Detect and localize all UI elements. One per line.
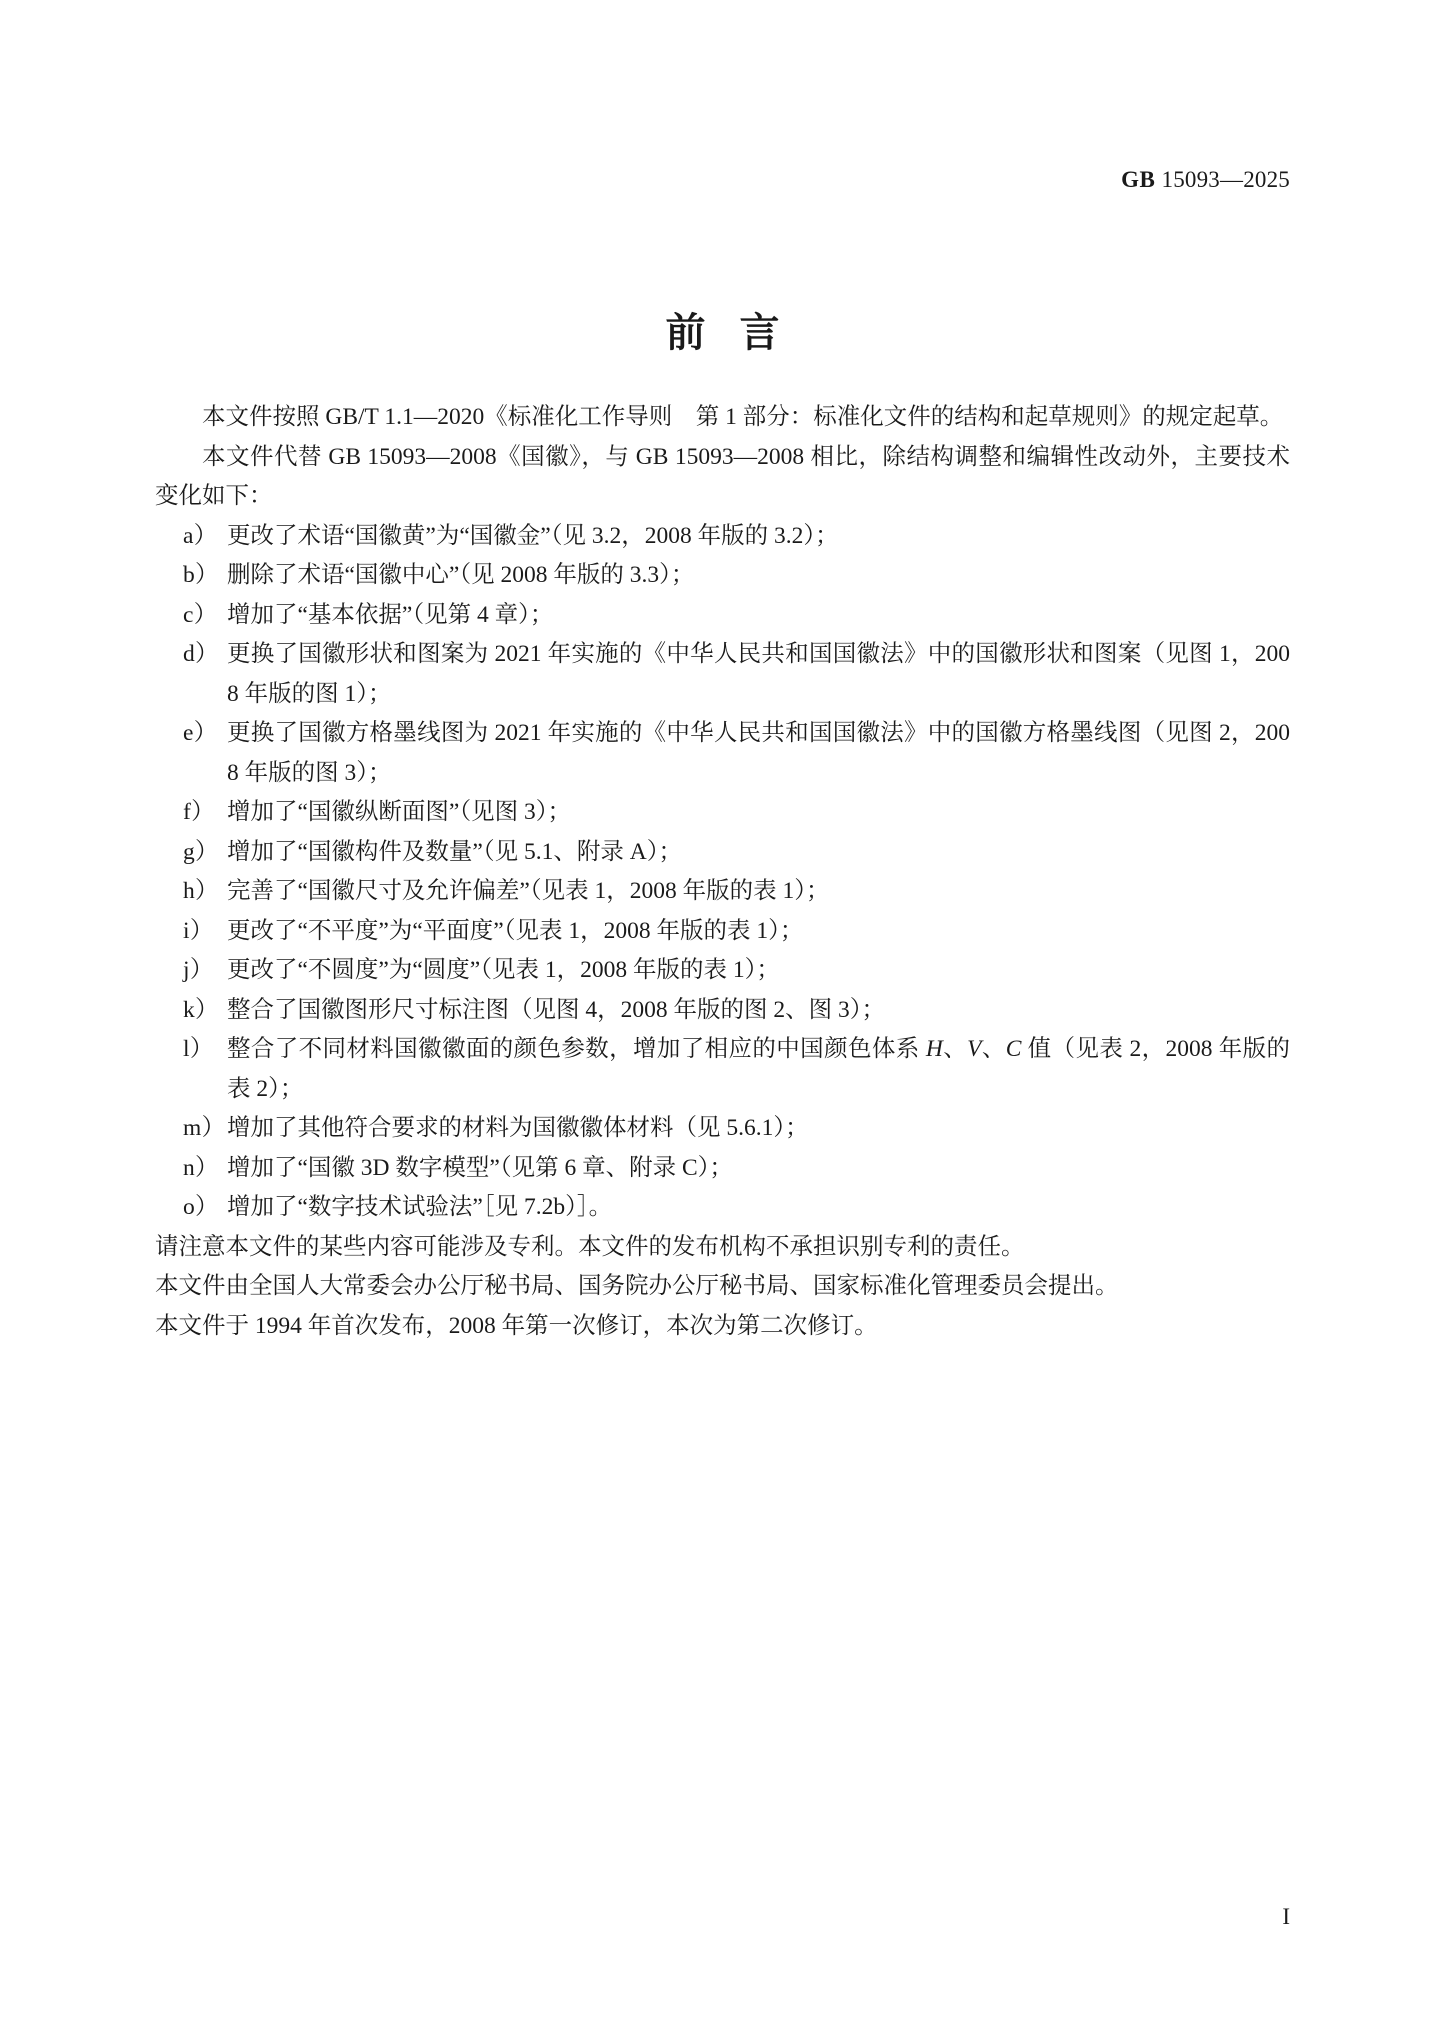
list-item-text: [227, 1030, 1290, 1109]
list-item-text: 更改了“不圆度”为“圆度”（见表 1，2008 年版的表 1）；: [227, 957, 780, 983]
list-item: [155, 714, 1290, 793]
list-marker: l）: [183, 1036, 214, 1062]
list-marker: c）: [183, 601, 218, 628]
list-item-text: 增加了其他符合要求的材料为国徽徽体材料（见 5.6.1）；: [227, 1115, 809, 1141]
list-marker: b）: [183, 562, 219, 588]
page-number: I: [1282, 1904, 1290, 1929]
list-item: [155, 635, 1290, 714]
list-item: [155, 951, 1290, 991]
color-param-c: C: [1005, 1036, 1022, 1062]
list-item-text: 更换了国徽方格墨线图为 2021 年实施的《中华人民共和国国徽法》中的国徽方格墨线图（见图 2，2008 年版的图 3）；: [227, 720, 1290, 786]
text-segment: 整合了不同材料国徽徽面的颜色参数，增加了相应的中国颜色体系: [227, 1036, 926, 1062]
paragraph-replaces: 本文件代替 GB 15093—2008《国徽》，与 GB 15093—2008 相比，除结构调整和编辑性改动外，主要技术变化如下：: [155, 443, 1290, 509]
running-header: [155, 168, 1290, 191]
list-item: [155, 1030, 1290, 1109]
list-item-text: 更改了“不平度”为“平面度”（见表 1，2008 年版的表 1）；: [227, 917, 804, 944]
list-item-text: 增加了“基本依据”（见第 4 章）；: [227, 601, 554, 628]
list-item-text: 整合了国徽图形尺寸标注图（见图 4，2008 年版的图 2、图 3）；: [227, 996, 885, 1023]
list-item: [155, 1188, 1290, 1228]
separator: 、: [981, 1036, 1006, 1062]
list-marker: g）: [183, 838, 219, 865]
list-marker: o）: [183, 1194, 219, 1220]
list-item-text: 更改了术语“国徽黄”为“国徽金”（见 3.2，2008 年版的 3.2）；: [227, 522, 839, 549]
list-item-text: 增加了“国徽纵断面图”（见图 3）；: [227, 799, 571, 825]
list-marker: n）: [183, 1154, 219, 1181]
list-marker: d）: [183, 641, 219, 667]
page-title: 前言: [665, 310, 814, 355]
list-item-text: 删除了术语“国徽中心”（见 2008 年版的 3.3）；: [227, 562, 695, 588]
list-marker: i）: [183, 917, 214, 944]
list-item: [155, 833, 1290, 873]
list-marker: j）: [183, 957, 214, 983]
list-item: [155, 1149, 1290, 1189]
list-marker: k）: [183, 996, 219, 1023]
standard-number: 15093—2025: [1161, 167, 1290, 192]
list-item: [155, 517, 1290, 557]
paragraph-proposed-by: 本文件由全国人大常委会办公厅秘书局、国务院办公厅秘书局、国家标准化管理委员会提出。: [155, 1273, 1119, 1299]
list-item-text: 增加了“数字技术试验法”［见 7.2b）］。: [227, 1194, 613, 1220]
list-item-text: 更换了国徽形状和图案为 2021 年实施的《中华人民共和国国徽法》中的国徽形状和图案（见图 1，2008 年版的图 1）；: [227, 641, 1290, 707]
list-item: [155, 991, 1290, 1031]
color-param-h: H: [925, 1036, 943, 1062]
list-item-text: 增加了“国徽构件及数量”（见 5.1、附录 A）；: [227, 838, 682, 865]
list-item: [155, 912, 1290, 952]
paragraph-patent-notice: 请注意本文件的某些内容可能涉及专利。本文件的发布机构不承担识别专利的责任。: [155, 1233, 1025, 1260]
body-content: [155, 398, 1290, 1346]
paragraph-revision-history: 本文件于 1994 年首次发布，2008 年第一次修订，本次为第二次修订。: [155, 1312, 878, 1339]
technical-changes-list: [155, 517, 1290, 1228]
list-item: [155, 793, 1290, 833]
list-marker: a）: [183, 522, 218, 549]
list-item: [155, 556, 1290, 596]
list-item: [155, 596, 1290, 636]
text-segment: 值（见表 2，2008 年版的表 2）；: [227, 1036, 1291, 1102]
list-marker: f）: [183, 799, 215, 825]
standard-code: GB: [1121, 167, 1156, 192]
list-marker: h）: [183, 878, 219, 904]
list-item: [155, 1109, 1290, 1149]
list-item: [155, 872, 1290, 912]
separator: 、: [942, 1036, 968, 1062]
list-marker: e）: [183, 720, 218, 746]
list-marker: m）: [183, 1115, 226, 1141]
list-item-text: 增加了“国徽 3D 数字模型”（见第 6 章、附录 C）；: [227, 1154, 733, 1181]
list-item-text: 完善了“国徽尺寸及允许偏差”（见表 1，2008 年版的表 1）；: [227, 878, 830, 904]
paragraph-basis: 本文件按照 GB/T 1.1—2020《标准化工作导则 第 1 部分：标准化文件的结构和起草规则》的规定起草。: [202, 404, 1284, 430]
color-param-v: V: [967, 1036, 982, 1062]
